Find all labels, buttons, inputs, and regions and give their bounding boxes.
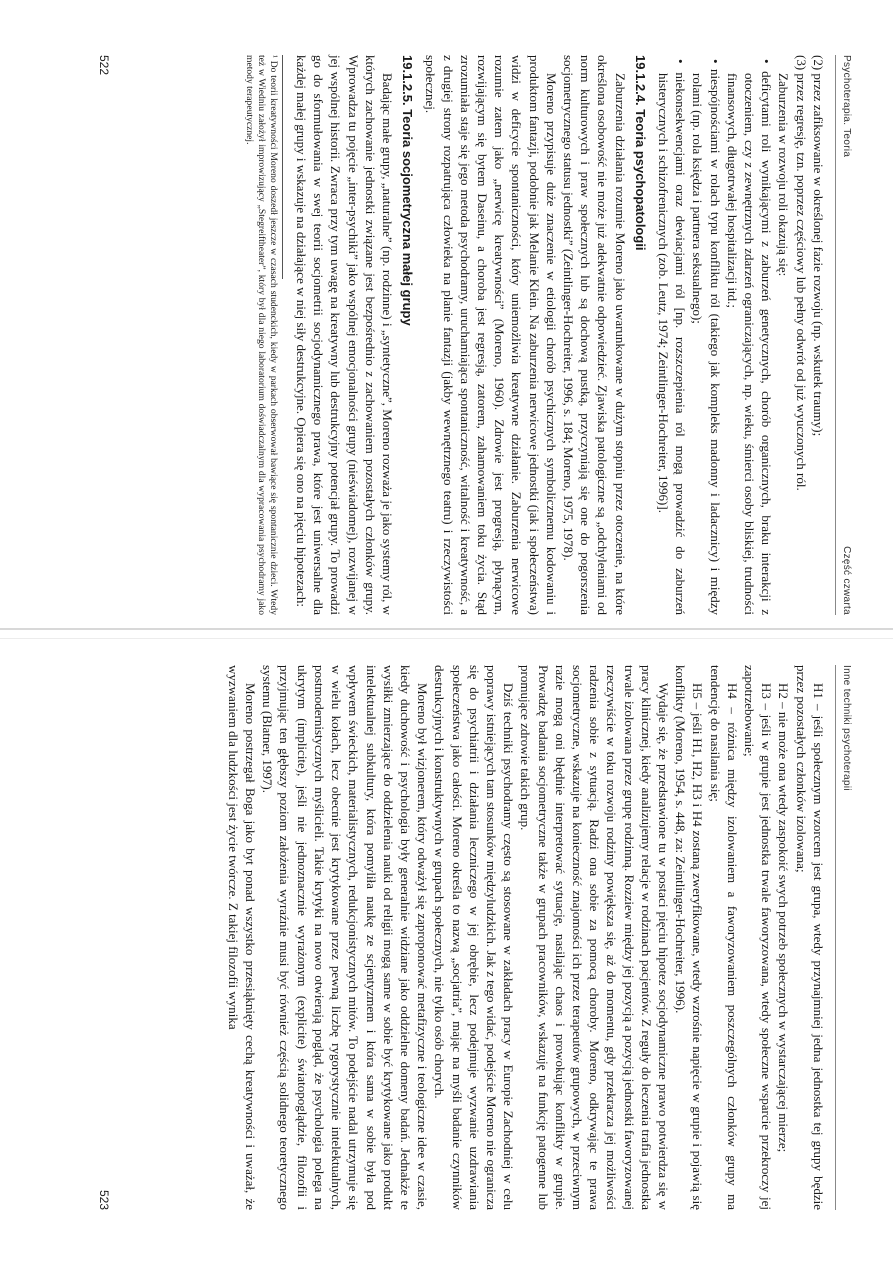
paragraph: Zaburzenia działania rozumie Moreno jako uwarunkowane w dużym stopniu przez otoczenie, na które określona osobowość nie może już adekwatnie odpowiedzieć. Zjawiska patologiczne są „odchyleniami od norm kulturowych i praw społecznych lub są dochową pustką, przyczyniają się one do pogorszenia socjometrycznego statusu jednostki” (Zeintlinger-Hochreiter, 1996, s. 184; Moreno, 1975, 1978). [560, 55, 628, 615]
page-number: 522 [97, 55, 112, 76]
running-header [835, 665, 855, 1210]
hypothesis: H2 – nie może ona wtedy zaspokoić swych potrzeb społecznych w wystarczającej mierze; [776, 683, 792, 1153]
paragraph: Moreno przypisuje duże znaczenie w etiologii chorób psychicznych symbolicznemu kodowaniu i produktom fantazji, podobnie jak Melanie Klein. Na zaburzenia nerwicowe jednostki (jak i społeczeństwa) widzi w deficycie spontaniczności, który uniemożliwia kreatywne działanie. Zaburzenia nerwicowe rozumie zatem jako „nerwicę kreatywności” (Moreno, 1960). Zdrowie jest progresją, płynącym, rozwijającym się bytem Daseinu, a choroba jest regresją, zatorem, zahamowaniem toku życia. Stąd zrozumiała staje się jego metoda psychodramy, uruchamiająca spontaniczność, witalność i kreatywność, a z drugiej strony rozpatrująca człowieka na planie fantazji (jakby wewnętrznego teatru) i rzeczywistości społecznej. [423, 55, 559, 615]
hypothesis: H3 – jeśli w grupie jest jednostka trwale faworyzowana, wtedy społeczne wsparcie przekroczy jej zapotrzebowanie; [741, 665, 775, 1210]
hypothesis: H1 – jeśli społecznym wzorcem jest grupa, wtedy przynajmniej jedna jednostka tej grupy będzie przez pozostałych członków izolowana; [793, 665, 826, 1210]
bullet-item: • niespójnościami w rolach typu konfliktu ról (takiego jak kompleks madonny i ladacznicy) i między rolami (np. rola księdza i partnera seksualnego); [690, 59, 723, 615]
paragraph: Moreno był wizjonerem, który odważył się zaproponować metafizyczne i teologiczne idee w czasie, kiedy duchowość i psychologia były generalnie widziane jako oddzielne domeny badań. Jednakże te wysiłki zmierzające do oddzielenia nauki od religii mogą same w sobie być krytykowane jako produkt intelektualnej subkultury, która pomyliła naukę ze scjentyzmem i która sama w sobie była pod wpływem świeckich, materialistycznych, redukcjonistycznych mitów. To podejście nadal utrzymuje się w wielu kołach, lecz obecnie jest krytykowane przez pewną liczbę rygorystycznie intelektualnych, postmodernistycznych myślicieli. Takie krytyki na nowo otwierają pogląd, że psychologia polega na ukrytym (implicite), jeśli nie jednoznacznie wyrażonym (explicite) światopoglądzie, filozofii i przyjmując ten głębszy poziom założenia wyraźnie musi być również częścią solidnego teoretycznego systemu (Blatner, 1997). [260, 665, 431, 1210]
page-523 [95, 665, 855, 1210]
hypothesis: H5 – jeśli H1, H2, H3 i H4 zostaną zweryfikowane, wtedy wzrośnie napięcie w grupie i pojawią się konflikty (Moreno, 1954, s. 448, za: Zeintlinger-Hochreiter, 1996). [673, 665, 706, 1210]
header-left: Inne techniki psychoterapii [841, 665, 852, 791]
header-right: Część czwarta [841, 546, 852, 615]
footnote: ¹ Do teorii kreatywności Moreno doszedł jeszcze w czasach studenckich, kiedy w parkach obserwował bawiące się spontanicznie dzieci. Wtedy też w Wiedniu założył improwizujący „Stegreiftheater”, który był dla niego laboratorium doświadczalnym dla wypracowania psychodramy jako metody terapeutycznej. [243, 55, 279, 615]
page-fold-shadow [0, 638, 893, 639]
bullet-item: • deficytami roli wynikającymi z zaburzeń genetycznych, chorób organicznych, braku interakcji z otoczeniem, czy z zewnętrznych zdarzeń ograniczających, np. wieku, śmierci osoby bliskiej, trudności finansowych, długotrwałej hospitalizacji itd.; [724, 59, 775, 615]
page-number: 523 [97, 1189, 112, 1210]
list-item: (3) przez regresję, tzn. poprzez częściowy lub pełny odwrót od już wyuczonych ról. [793, 55, 809, 491]
paragraph: Moreno postrzegał Boga jako byt ponad wszystko przesiąknięty cechą kreatywności i uważał, że wyzwaniem dla ludzkości jest życie twórcze. Z takiej filozofii wynika [225, 665, 259, 1210]
paragraph: Badając małe grupy, „naturalne” (np. rodzinne) i „syntetyczne”, Moreno rozważa je jako systemy ról, w których zachowanie jednostki związane jest bezpośrednio z zachowaniem pozostałych członków grupy. Wprowadza tu pojęcie „inter-psychiki” jako wspólnej emocjonalności grupy (nieświadomej), rozwijanej w jej wspólnej historii. Zwraca przy tym uwagę na kreatywny lub destrukcyjny potencjał grupy. To prowadzi go do sformułowania w swej teorii socjometrii socjodynamicznego prawa, które jest uniwersalne dla każdej małej grupy i wskazuje na działające w niej siły destrukcyjne. Opiera się ono na pięciu hipotezach: [293, 55, 395, 615]
paragraph: Wydaje się, że przedstawione tu w postaci pięciu hipotez socjodynamiczne prawo potwierdza się w pracy klinicznej, kiedy analizujemy relacje w rodzinach pacjentów. Z reguły do leczenia trafia jednostka trwale izolowana przez grupę rodzinną. Rozziew między jej pozycją a pozycją jednostki faworyzowanej rzeczywiście w toku rozwoju rodziny powiększa się, aż do momentu, gdy przekracza jej możliwości radzenia sobie z sytuacją. Radzi ona sobie za pomocą choroby. Moreno, odkrywając te prawa socjometryczne, wskazuje na konieczność znajomości ich przez terapeutów grupowych, w przeciwnym razie mogą oni błędnie interpretować sytuację, nasilając chaos i prowokując konflikty w grupie. Prowadzę badania socjometryczne także w grupach pracowników, wskazuję na funkcję patogenne lub promujące zdrowie takich grup. [518, 665, 671, 1210]
list-item: (2) przez zafiksowanie w określonej fazie rozwoju (np. wskutek traumy); [810, 55, 826, 437]
footnote-rule [282, 55, 283, 279]
paragraph: Dziś techniki psychodramy często są stosowane w zakładach pracy w Europie Zachodniej w celu poprawy istniejących tam stosunków międzyludzkich. Jak z tego widać, podejście Moreno nie ogranicza się do psychiatrii i działania leczniczego w jej obrębie, lecz podejmuje wyzwanie uzdrawiania społeczeństwa jako całości. Moreno określa to nazwą „socjatria”, mając na myśli badanie czynników destrukcyjnych i konstruktywnych w grupach społecznych, nie tylko osób chorych. [432, 665, 517, 1210]
section-heading: 19.1.2.4. Teoria psychopatologii [632, 55, 648, 251]
section-heading: 19.1.2.5. Teoria socjometryczna małej grupy [400, 55, 416, 326]
page-522 [95, 55, 855, 615]
header-left: Psychoterapia. Teoria [841, 55, 852, 158]
running-header [835, 55, 855, 615]
page-fold [0, 628, 893, 630]
hypothesis: H4 – różnica między izolowaniem a faworyzowaniem poszczególnych członków grupy ma tendencję do nasilania się; [707, 665, 740, 1210]
bullet-item: • niekonsekwencjami oraz dewiacjami ról [np. rozszczepienia ról mogą prowadzić do zaburzeń histerycznych i schizofrenicznych (zob. Leutz, 1974; Zeintlinger-Hochreiter, 1996)]. [655, 59, 689, 615]
paragraph: Zaburzenia w rozwoju roli okazują się: [776, 73, 792, 277]
